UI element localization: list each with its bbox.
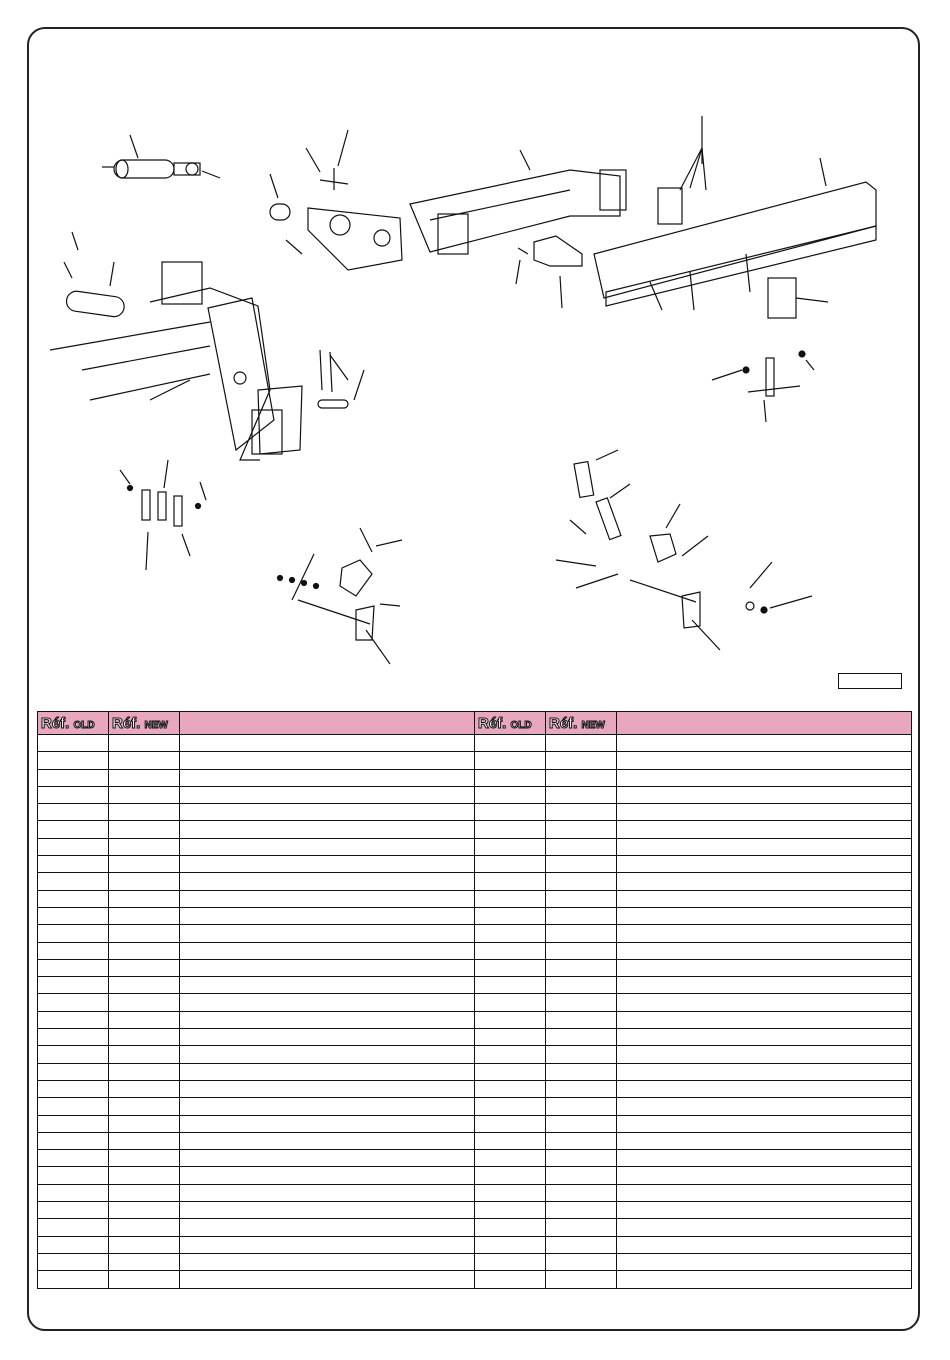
header-description-right (617, 712, 912, 735)
table-cell (617, 735, 912, 752)
table-cell (109, 1271, 180, 1288)
clip-pin-part (318, 350, 364, 408)
table-row (38, 838, 912, 855)
table-cell (38, 977, 109, 994)
table-cell (475, 769, 546, 786)
table-cell (180, 1184, 475, 1201)
table-cell (617, 907, 912, 924)
parts-table-header-row (38, 712, 912, 735)
table-cell (180, 786, 475, 803)
table-cell (109, 1115, 180, 1132)
table-cell (180, 977, 475, 994)
table-cell (617, 977, 912, 994)
table-cell (475, 1115, 546, 1132)
table-cell (180, 1167, 475, 1184)
table-cell (109, 1219, 180, 1236)
table-cell (180, 1115, 475, 1132)
table-cell (38, 959, 109, 976)
table-cell (475, 804, 546, 821)
table-cell (109, 1063, 180, 1080)
table-cell (475, 1098, 546, 1115)
table-cell (546, 1150, 617, 1167)
header-ref-old-right: Réf. OLD (475, 712, 546, 735)
table-cell (109, 752, 180, 769)
table-row (38, 1150, 912, 1167)
parts-table (37, 711, 912, 1289)
table-cell (617, 786, 912, 803)
table-cell (180, 1271, 475, 1288)
table-cell (109, 1098, 180, 1115)
table-cell (546, 786, 617, 803)
table-cell (109, 735, 180, 752)
table-cell (38, 1236, 109, 1253)
table-row (38, 1063, 912, 1080)
table-cell (546, 1236, 617, 1253)
table-cell (38, 1202, 109, 1219)
strap-bolt-part (712, 351, 814, 422)
table-cell (475, 994, 546, 1011)
table-cell (109, 804, 180, 821)
table-cell (475, 1253, 546, 1270)
table-cell (546, 1046, 617, 1063)
table-cell (617, 1150, 912, 1167)
table-cell (546, 1271, 617, 1288)
table-cell (109, 1184, 180, 1201)
table-cell (475, 752, 546, 769)
table-cell (109, 856, 180, 873)
reference-box (838, 673, 902, 689)
table-row (38, 735, 912, 752)
table-cell (109, 925, 180, 942)
table-cell (180, 1011, 475, 1028)
table-cell (38, 1098, 109, 1115)
table-cell (109, 942, 180, 959)
table-cell (109, 1046, 180, 1063)
table-row (38, 1029, 912, 1046)
table-cell (546, 1132, 617, 1149)
table-cell (109, 1011, 180, 1028)
table-cell (109, 1029, 180, 1046)
header-ref-new-left: Réf. NEW (109, 712, 180, 735)
table-cell (180, 1132, 475, 1149)
bracket-part (658, 116, 706, 224)
table-cell (546, 994, 617, 1011)
table-cell (617, 959, 912, 976)
table-cell (109, 890, 180, 907)
table-cell (475, 1271, 546, 1288)
table-cell (38, 907, 109, 924)
table-cell (546, 1219, 617, 1236)
table-cell (38, 804, 109, 821)
table-cell (546, 1115, 617, 1132)
table-cell (38, 1219, 109, 1236)
table-cell (109, 977, 180, 994)
table-cell (617, 942, 912, 959)
table-cell (475, 1219, 546, 1236)
table-cell (475, 925, 546, 942)
table-cell (109, 1167, 180, 1184)
table-cell (546, 890, 617, 907)
table-cell (546, 1184, 617, 1201)
table-cell (38, 1150, 109, 1167)
table-cell (180, 856, 475, 873)
table-cell (180, 1253, 475, 1270)
table-cell (180, 821, 475, 838)
table-cell (546, 1167, 617, 1184)
table-cell (109, 786, 180, 803)
table-cell (109, 1080, 180, 1097)
table-cell (475, 873, 546, 890)
table-cell (617, 1115, 912, 1132)
table-cell (617, 1184, 912, 1201)
release-lever-part (556, 450, 812, 650)
table-cell (109, 1150, 180, 1167)
exploded-parts-diagram (30, 40, 920, 680)
table-cell (475, 838, 546, 855)
table-cell (109, 959, 180, 976)
table-cell (475, 1150, 546, 1167)
table-cell (109, 1202, 180, 1219)
table-cell (180, 942, 475, 959)
table-cell (109, 1253, 180, 1270)
table-row (38, 1098, 912, 1115)
table-cell (475, 1011, 546, 1028)
table-row (38, 907, 912, 924)
table-cell (546, 804, 617, 821)
table-cell (617, 804, 912, 821)
table-row (38, 1167, 912, 1184)
table-cell (38, 1253, 109, 1270)
table-cell (617, 1063, 912, 1080)
table-cell (38, 735, 109, 752)
table-row (38, 1184, 912, 1201)
table-row (38, 1253, 912, 1270)
table-row (38, 856, 912, 873)
table-cell (38, 1132, 109, 1149)
table-cell (475, 959, 546, 976)
table-cell (546, 821, 617, 838)
table-row (38, 769, 912, 786)
table-row (38, 804, 912, 821)
table-cell (38, 1029, 109, 1046)
table-cell (546, 769, 617, 786)
table-cell (475, 1132, 546, 1149)
table-cell (546, 1202, 617, 1219)
table-cell (180, 1236, 475, 1253)
table-cell (180, 873, 475, 890)
table-cell (475, 856, 546, 873)
table-cell (617, 1167, 912, 1184)
table-cell (475, 977, 546, 994)
table-row (38, 994, 912, 1011)
table-cell (180, 1219, 475, 1236)
table-row (38, 821, 912, 838)
table-row (38, 1011, 912, 1028)
table-cell (109, 994, 180, 1011)
table-cell (546, 752, 617, 769)
table-cell (180, 804, 475, 821)
table-cell (617, 1098, 912, 1115)
channel-frame-part (594, 158, 876, 318)
table-cell (180, 1080, 475, 1097)
table-cell (180, 1202, 475, 1219)
table-row (38, 1202, 912, 1219)
table-cell (475, 1080, 546, 1097)
table-cell (617, 821, 912, 838)
tube-part (64, 232, 125, 318)
drawbar-frame-assembly (50, 262, 302, 460)
table-row (38, 942, 912, 959)
table-cell (546, 1098, 617, 1115)
header-ref-new-right: Réf. NEW (546, 712, 617, 735)
table-cell (546, 942, 617, 959)
table-cell (546, 1029, 617, 1046)
table-cell (180, 752, 475, 769)
table-cell (180, 1150, 475, 1167)
table-cell (180, 925, 475, 942)
table-row (38, 752, 912, 769)
table-cell (546, 873, 617, 890)
table-cell (38, 786, 109, 803)
table-cell (617, 838, 912, 855)
table-row (38, 1046, 912, 1063)
table-row (38, 1115, 912, 1132)
hook-plate-part (516, 236, 582, 308)
table-cell (38, 942, 109, 959)
table-cell (475, 942, 546, 959)
table-cell (617, 1236, 912, 1253)
latch-assembly-part (278, 528, 403, 664)
table-cell (475, 1167, 546, 1184)
table-cell (109, 769, 180, 786)
table-cell (617, 994, 912, 1011)
table-row (38, 786, 912, 803)
table-cell (38, 873, 109, 890)
table-cell (475, 1184, 546, 1201)
table-cell (38, 994, 109, 1011)
table-cell (546, 959, 617, 976)
table-cell (38, 1271, 109, 1288)
table-cell (475, 735, 546, 752)
table-cell (617, 769, 912, 786)
table-cell (617, 1253, 912, 1270)
table-row (38, 1080, 912, 1097)
table-cell (38, 925, 109, 942)
pin-assembly-part (102, 135, 220, 178)
table-row (38, 1236, 912, 1253)
table-cell (475, 1236, 546, 1253)
table-cell (617, 752, 912, 769)
table-cell (617, 1202, 912, 1219)
table-cell (38, 821, 109, 838)
table-cell (109, 821, 180, 838)
table-cell (180, 1098, 475, 1115)
table-cell (617, 1011, 912, 1028)
table-cell (109, 907, 180, 924)
table-cell (38, 1115, 109, 1132)
main-beam-part (410, 150, 626, 254)
table-cell (180, 838, 475, 855)
table-row (38, 925, 912, 942)
table-cell (475, 890, 546, 907)
table-cell (617, 1271, 912, 1288)
table-cell (38, 752, 109, 769)
table-cell (38, 838, 109, 855)
table-cell (546, 925, 617, 942)
table-cell (38, 1080, 109, 1097)
table-cell (546, 735, 617, 752)
table-row (38, 959, 912, 976)
table-cell (617, 1080, 912, 1097)
table-cell (109, 1236, 180, 1253)
table-cell (617, 856, 912, 873)
table-cell (617, 890, 912, 907)
table-cell (475, 1063, 546, 1080)
table-cell (38, 769, 109, 786)
table-cell (180, 890, 475, 907)
table-cell (109, 1132, 180, 1149)
table-row (38, 890, 912, 907)
table-row (38, 977, 912, 994)
table-cell (180, 907, 475, 924)
table-cell (546, 1063, 617, 1080)
table-cell (109, 873, 180, 890)
table-cell (617, 1219, 912, 1236)
table-cell (180, 1046, 475, 1063)
table-row (38, 1219, 912, 1236)
header-description-left (180, 712, 475, 735)
table-cell (180, 1063, 475, 1080)
table-cell (180, 1029, 475, 1046)
parts-table-body (38, 735, 912, 1289)
table-cell (546, 1011, 617, 1028)
table-row (38, 873, 912, 890)
table-cell (38, 1184, 109, 1201)
table-cell (546, 977, 617, 994)
table-cell (475, 1046, 546, 1063)
table-cell (617, 873, 912, 890)
table-cell (546, 838, 617, 855)
table-cell (617, 1046, 912, 1063)
table-cell (617, 925, 912, 942)
table-cell (475, 1202, 546, 1219)
table-cell (546, 856, 617, 873)
table-row (38, 1132, 912, 1149)
table-cell (38, 1011, 109, 1028)
table-cell (546, 1253, 617, 1270)
table-cell (38, 1046, 109, 1063)
table-row (38, 1271, 912, 1288)
table-cell (38, 1167, 109, 1184)
table-cell (180, 735, 475, 752)
table-cell (180, 959, 475, 976)
table-cell (180, 994, 475, 1011)
table-cell (38, 856, 109, 873)
table-cell (38, 1063, 109, 1080)
plate-set-part (120, 460, 206, 570)
table-cell (617, 1029, 912, 1046)
table-cell (38, 890, 109, 907)
table-cell (475, 907, 546, 924)
table-cell (475, 786, 546, 803)
hitch-arm-part (270, 130, 402, 270)
table-cell (546, 1080, 617, 1097)
table-cell (475, 1029, 546, 1046)
table-cell (475, 821, 546, 838)
header-ref-old-left: Réf. OLD (38, 712, 109, 735)
table-cell (617, 1132, 912, 1149)
table-cell (180, 769, 475, 786)
table-cell (546, 907, 617, 924)
table-cell (109, 838, 180, 855)
